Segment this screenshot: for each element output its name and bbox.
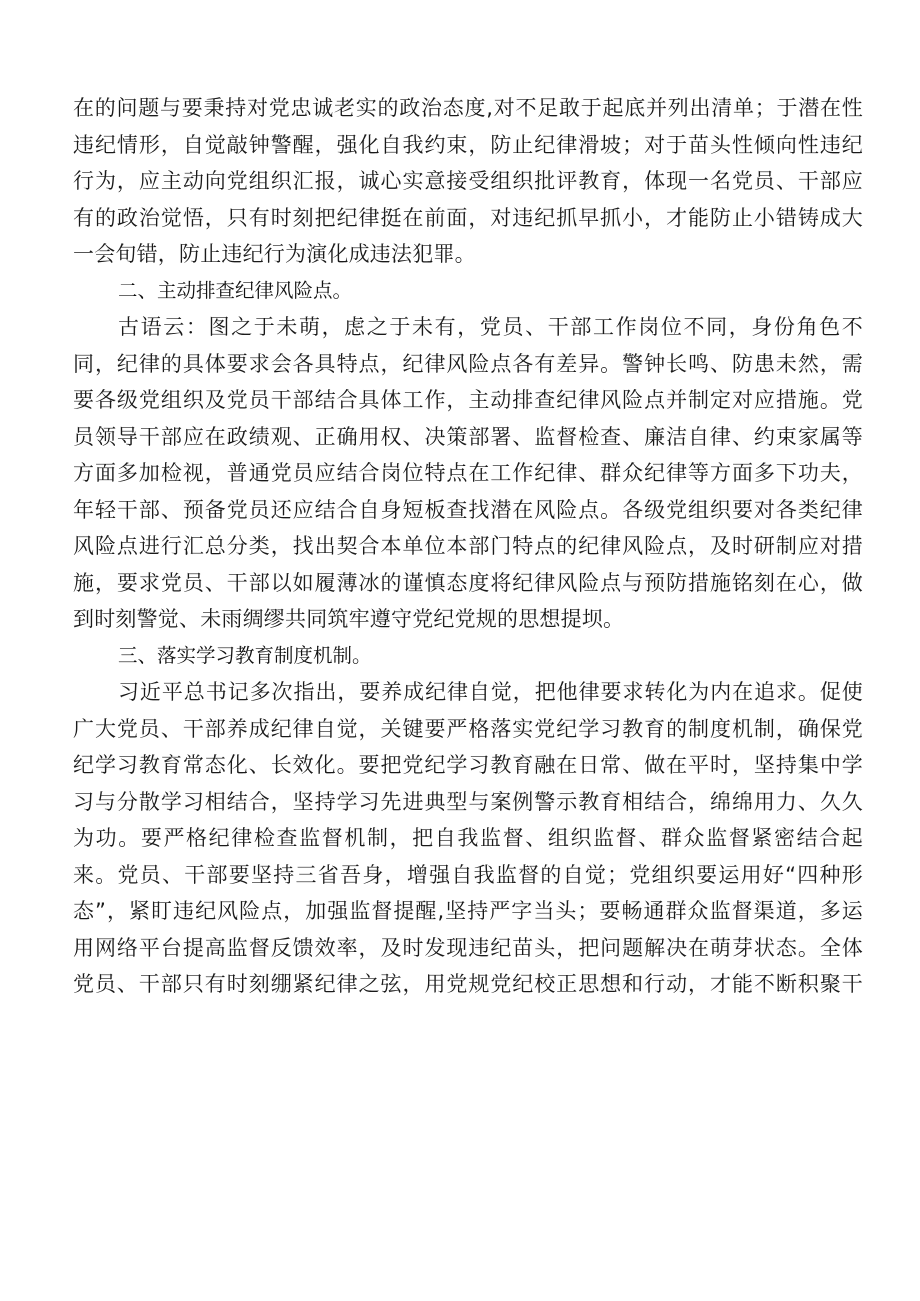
- text-line: 习与分散学习相结合，坚持学习先进典型与案例警示教育相结合，绵绵用力、久久: [73, 789, 863, 814]
- text-line: 用网络平台提高监督反馈效率，及时发现违纪苗头，把问题解决在萌芽状态。全体: [73, 935, 863, 960]
- text-line: 广大党员、干部养成纪律自觉，关键要严格落实党纪学习教育的制度机制，确保党: [73, 716, 863, 741]
- paragraph-continued: [73, 90, 863, 273]
- text-line: 方面多加检视，普通党员应结合岗位特点在工作纪律、群众纪律等方面多下功夫，: [73, 461, 863, 485]
- section-heading: 二、主动排查纪律风险点。: [118, 278, 353, 302]
- text-line: 员领导干部应在政绩观、正确用权、决策部署、监督检查、廉洁自律、约束家属等: [73, 424, 863, 449]
- text-line: 有的政治觉悟，只有时刻把纪律挺在前面，对违纪抓早抓小，才能防止小错铸成大: [73, 205, 863, 230]
- text-line: 风险点进行汇总分类，找出契合本单位本部门特点的纪律风险点，及时研制应对措: [73, 534, 863, 558]
- section-risk-points: [73, 273, 863, 638]
- text-line: 违纪情形，自觉敲钟警醒，强化自我约束，防止纪律滑坡；对于苗头性倾向性违纪: [73, 132, 863, 157]
- section-heading: 三、落实学习教育制度机制。: [118, 643, 372, 667]
- text-line: 要各级党组织及党员干部结合具体工作，主动排查纪律风险点并制定对应措施。党: [73, 388, 863, 412]
- text-line: 习近平总书记多次指出，要养成纪律自觉，把他律要求转化为内在追求。促使: [118, 680, 863, 704]
- text-line: 到时刻警觉、未雨绸缪共同筑牢遵守党纪党规的思想提坝。: [73, 607, 625, 631]
- text-line: 年轻干部、预备党员还应结合自身短板查找潜在风险点。各级党组织要对各类纪律: [73, 497, 863, 522]
- text-line: 施，要求党员、干部以如履薄冰的谨慎态度将纪律风险点与预防措施铭刻在心，做: [73, 570, 863, 595]
- text-line: 古语云：图之于未萌，虑之于未有，党员、干部工作岗位不同，身份角色不: [118, 315, 863, 339]
- text-line: 来。党员、干部要坚持三省吾身，增强自我监督的自觉；党组织要运用好“四种形: [73, 862, 863, 887]
- text-line: 党员、干部只有时刻绷紧纪律之弦，用党规党纪校正思想和行动，才能不断积聚干: [73, 972, 863, 996]
- text-line: 为功。要严格纪律检查监督机制，把自我监督、组织监督、群众监督紧密结合起: [73, 826, 863, 850]
- text-line: 行为，应主动向党组织汇报，诚心实意接受组织批评教育，体现一名党员、干部应: [73, 169, 863, 193]
- text-line: 同，纪律的具体要求会各具特点，纪律风险点各有差异。警钟长鸣、防患未然，需: [73, 351, 863, 376]
- section-study-mechanism: [73, 638, 863, 1003]
- document-page: [73, 90, 863, 1003]
- text-line: 在的问题与要秉持对党忠诚老实的政治态度,对不足敢于起底并列出清单；于潜在性: [73, 96, 863, 120]
- text-line: 一会旬错，防止违纪行为演化成违法犯罪。: [73, 242, 476, 266]
- text-line: 态”，紧盯违纪风险点，加强监督提醒,坚持严字当头；要畅通群众监督渠道，多运: [73, 899, 863, 923]
- text-line: 纪学习教育常态化、长效化。要把党纪学习教育融在日常、做在平时，坚持集中学: [73, 753, 863, 777]
